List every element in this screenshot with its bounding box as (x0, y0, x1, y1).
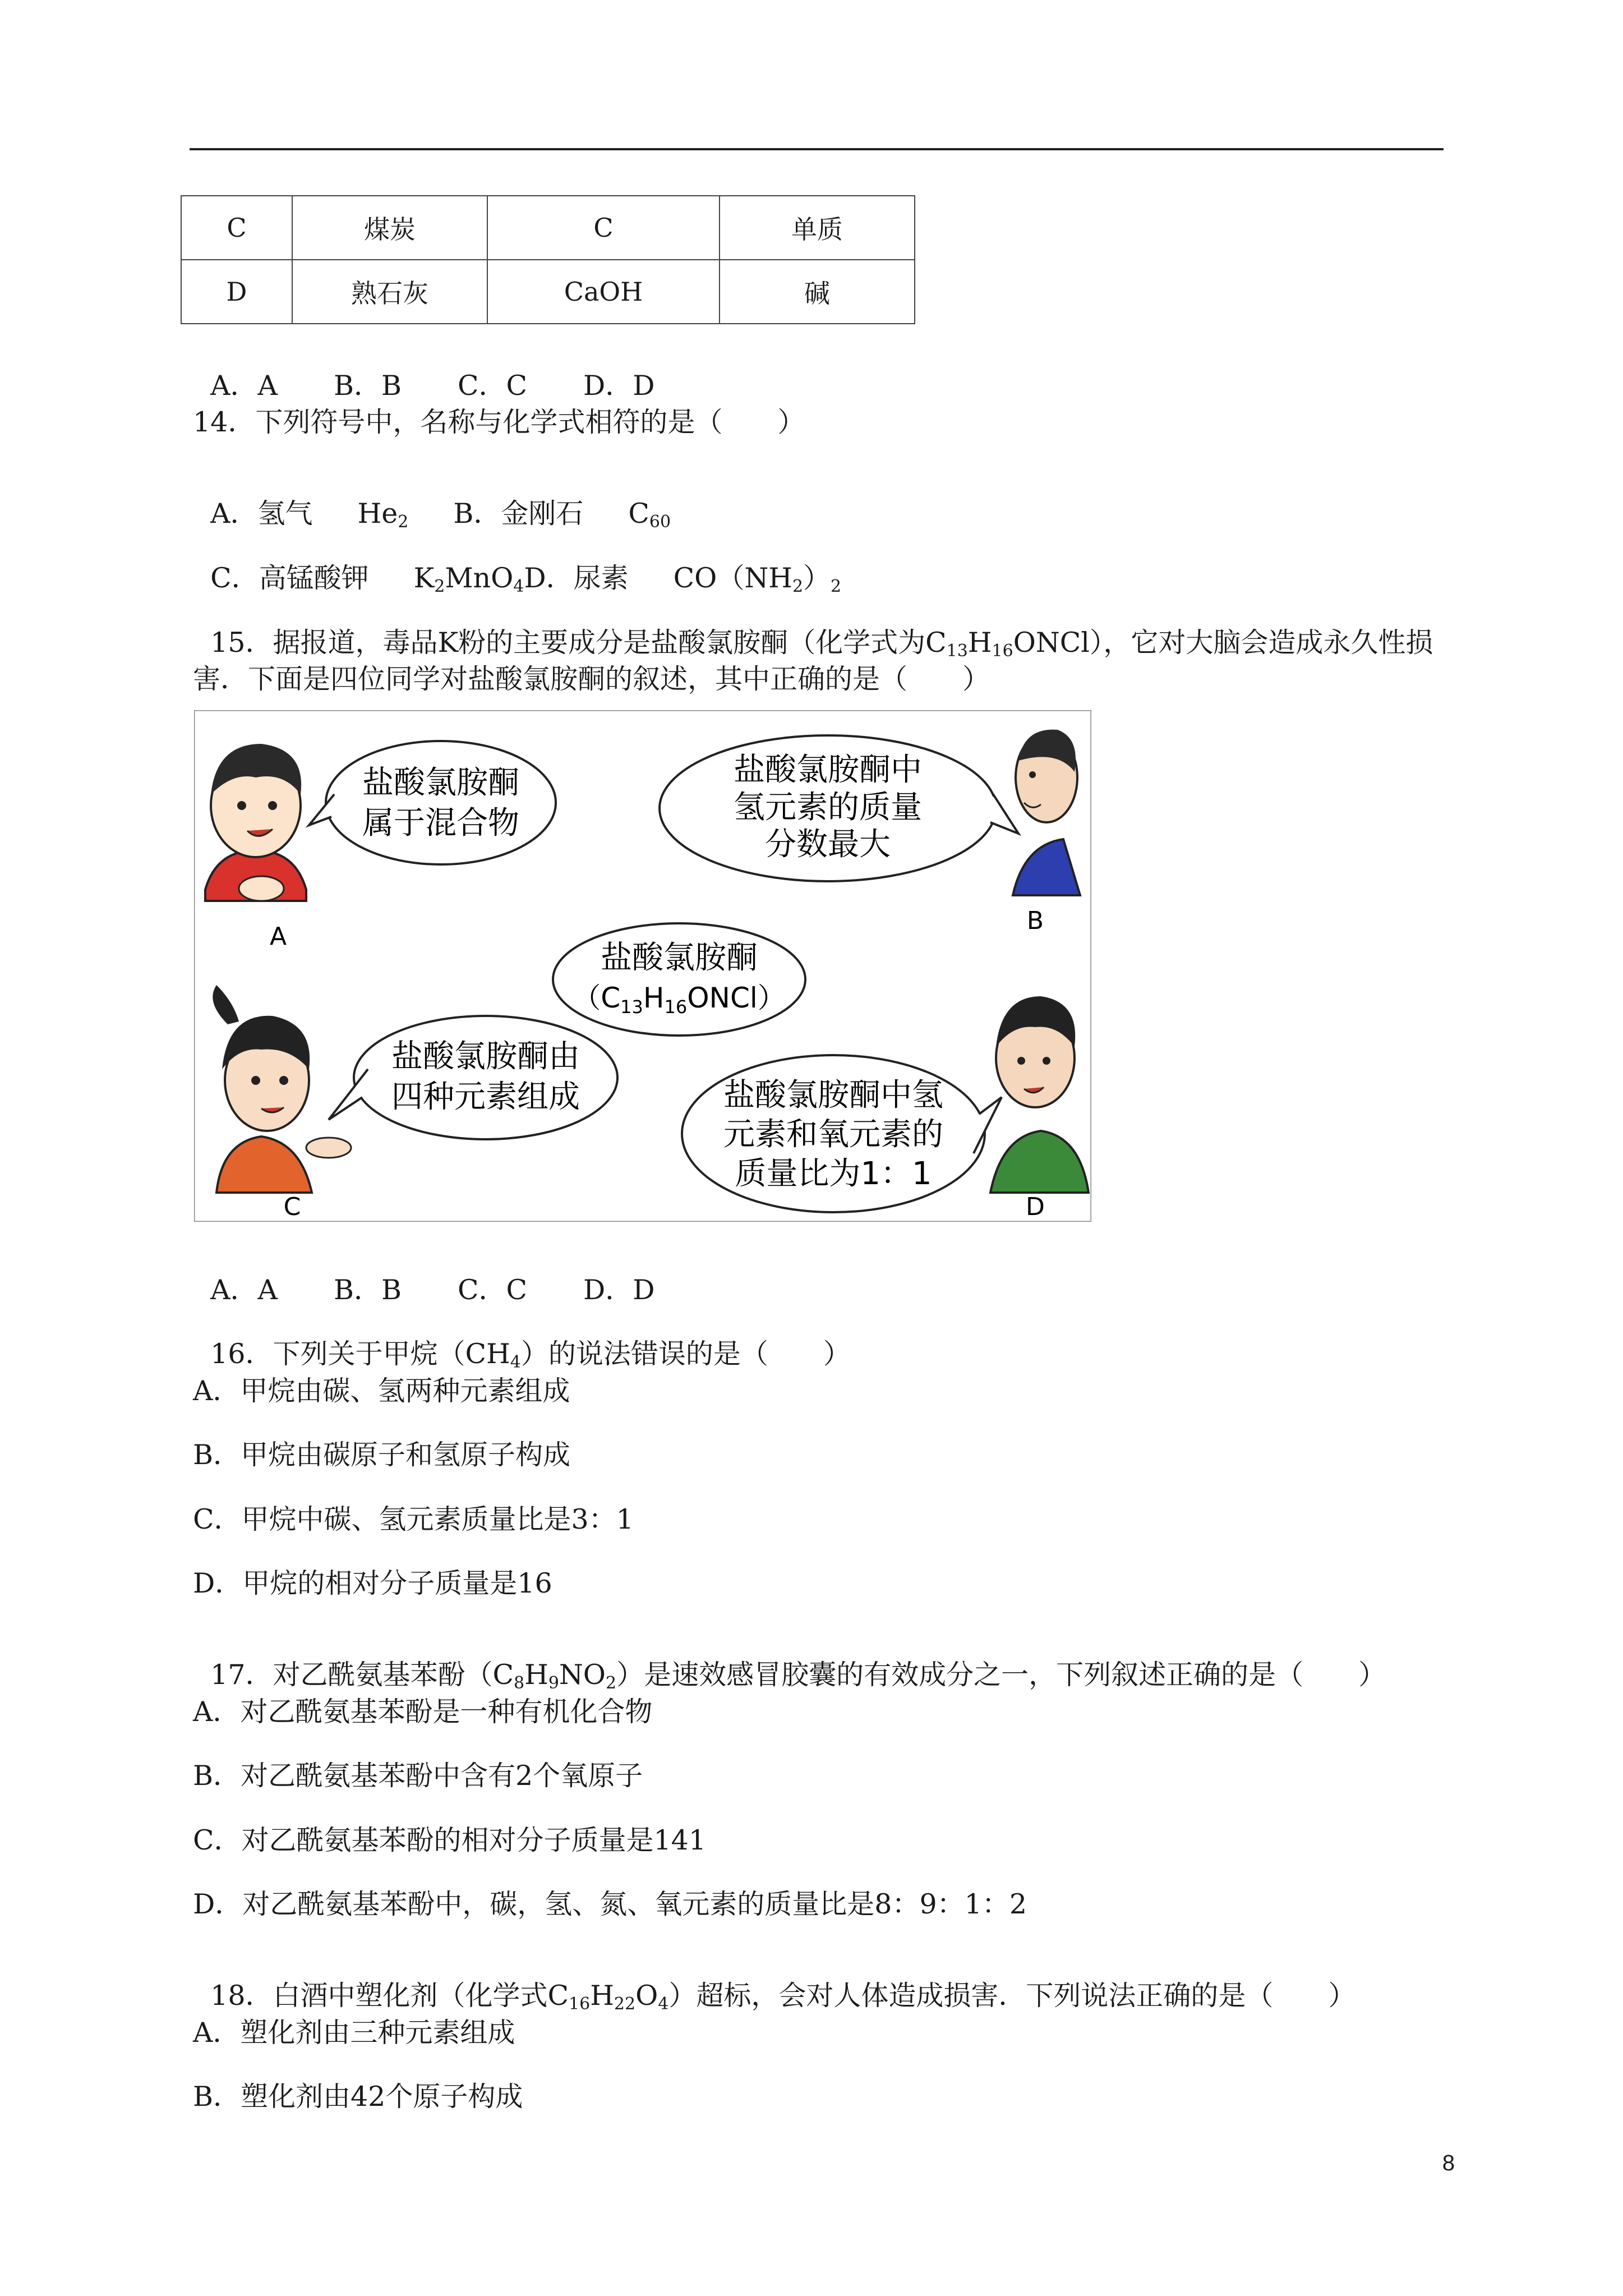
bubble-b-line3: 分数最大 (765, 826, 891, 863)
q17-option-c: C．对乙酰氨基苯酚的相对分子质量是141 (193, 1824, 707, 1856)
bubble-b-line2: 氢元素的质量 (734, 789, 922, 826)
student-a-illustration (205, 744, 306, 901)
q14-options-cd: C．高锰酸钾 $K_2MnO_4D$．尿素 $CO(NH_2)_2$ (210, 562, 842, 596)
option-b: B．B (333, 1274, 402, 1306)
bubble-d-line3: 质量比为1：1 (735, 1156, 932, 1192)
q17-option-a: A．对乙酰氨基苯酚是一种有机化合物 (193, 1696, 653, 1728)
label-a: A (269, 922, 287, 951)
table-cell: 碱 (720, 260, 915, 324)
center-formula: $(C_{13}H_{16}ONCl)$ (573, 982, 786, 1018)
center-name: 盐酸氯胺酮 (601, 940, 758, 976)
label-d: D (1026, 1193, 1045, 1221)
option-b: B．B (333, 370, 402, 402)
speech-bubble-c (354, 1016, 617, 1139)
q15-options (193, 1249, 655, 1304)
table-cell: 单质 (720, 196, 915, 260)
option-d: D．D (583, 370, 655, 402)
q18-option-b: B．塑化剂由42个原子构成 (193, 2081, 523, 2113)
table-cell: 煤炭 (292, 196, 487, 260)
q16-stem: 16．下列关于甲烷$(CH_4)$的说法错误的是（ ） (210, 1338, 851, 1372)
bubble-a-line2: 属于混合物 (362, 805, 519, 841)
q14-options-ab: A．氢气 $He_2$ B．金刚石 $C_{60}$ (210, 498, 671, 532)
option-c: C．C (457, 1274, 527, 1306)
option-a: A．A (210, 1274, 278, 1306)
q17-option-b: B．对乙酰氨基苯酚中含有2个氧原子 (193, 1760, 643, 1792)
option-c: C．C (457, 370, 527, 402)
bubble-a-line1: 盐酸氯胺酮 (362, 765, 519, 801)
bubble-c-line1: 盐酸氯胺酮由 (391, 1038, 580, 1075)
q16-option-d: D．甲烷的相对分子质量是16 (193, 1567, 552, 1599)
q15-stem-line2: 害．下面是四位同学对盐酸氯胺酮的叙述，其中正确的是（ ） (193, 663, 990, 695)
q16-option-b: B．甲烷由碳原子和氢原子构成 (193, 1439, 571, 1471)
table-cell: D (181, 260, 292, 324)
bubble-d-line1: 盐酸氯胺酮中氢 (723, 1077, 943, 1114)
bubble-b-line1: 盐酸氯胺酮中 (734, 752, 922, 788)
q17-option-d: D．对乙酰氨基苯酚中，碳，氢、氮、氧元素的质量比是8：9：1：2 (193, 1888, 1027, 1920)
page-number: 8 (1442, 2151, 1455, 2175)
q15-cartoon-figure (194, 710, 1091, 1222)
option-a: A．A (210, 370, 278, 402)
options-table (181, 195, 915, 324)
q14-stem: 14．下列符号中，名称与化学式相符的是（ ） (193, 406, 805, 438)
table-cell: C (487, 196, 720, 260)
q13-options (193, 344, 655, 402)
label-c: C (283, 1193, 301, 1221)
bubble-d-line2: 元素和氧元素的 (723, 1116, 943, 1153)
header-rule (190, 148, 1444, 150)
q16-option-c: C．甲烷中碳、氢元素质量比是3：1 (193, 1503, 634, 1535)
table-row (181, 196, 915, 260)
q17-stem: 17．对乙酰氨基苯酚$(C_8H_9NO_2)$是速效感冒胶囊的有效成分之一，下列叙述正确的是（ ） (210, 1659, 1386, 1693)
bubble-c-line2: 四种元素组成 (391, 1079, 580, 1115)
q18-stem: 18．白酒中塑化剂（化学式$C_{16}H_{22}O_4$）超标，会对人体造成损害．下列说法正确的是（ ） (210, 1980, 1356, 2014)
speech-bubble-a (326, 741, 556, 864)
table-cell: CaOH (487, 260, 720, 324)
table-row (181, 260, 915, 324)
option-d: D．D (583, 1274, 655, 1306)
table-cell: C (181, 196, 292, 260)
label-b: B (1026, 907, 1044, 935)
q15-stem-line1: 15．据报道，毒品K粉的主要成分是盐酸氯胺酮（化学式为$C_{13}H_{16}ONCl$），它对大脑会造成永久性损 (210, 627, 1433, 661)
q18-option-a: A．塑化剂由三种元素组成 (193, 2017, 515, 2049)
q16-option-a: A．甲烷由碳、氢两种元素组成 (193, 1375, 570, 1407)
table-cell: 熟石灰 (292, 260, 487, 324)
